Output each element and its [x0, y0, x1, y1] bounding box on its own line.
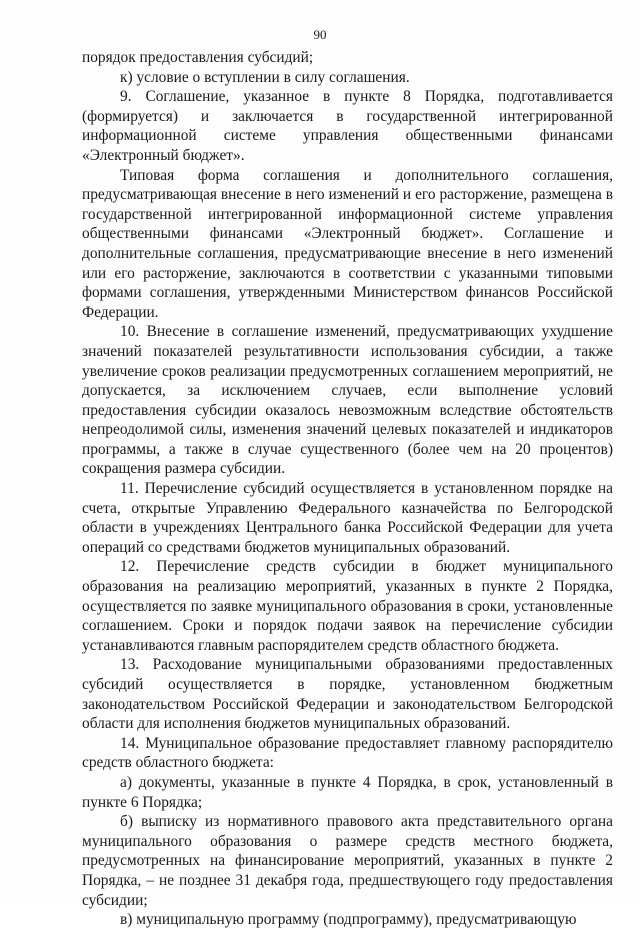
paragraph-14-item-v: в) муниципальную программу (подпрограмму), предусматривающую: [120, 911, 577, 929]
paragraph-9: 9. Соглашение, указанное в пункте 8 Порядка, подготавливается (формируется) и заключается в государственной интегрированной информационной системе управления общественными финансами «Электронный бюджет».: [82, 88, 613, 164]
paragraph-typical-form: Типовая форма соглашения и дополнительного соглашения, предусматривающая внесение в него изменений и его расторжение, размещена в государственной интегрированной информационной системе управления общественными финансами «Электронный бюджет». Соглашение и дополнительные соглашения, предусматривающие внесение в него изменений или его расторжение, заключаются в соответствии с указанными типовыми формами соглашения, утвержденными Министерством финансов Российской Федерации.: [82, 166, 613, 321]
paragraph-11: 11. Перечисление субсидий осуществляется в установленном порядке на счета, открытые Управлению Федерального казначейства по Белгородской области в учреждениях Центрального банка Российской Федерации для учета операций со средствами бюджетов муниципальных образований.: [82, 480, 613, 556]
paragraph-12: 12. Перечисление средств субсидии в бюджет муниципального образования на реализацию мероприятий, указанных в пункте 2 Порядка, осуществляется по заявке муниципального образования в сроки, установленные соглашением. Сроки и порядок подачи заявок на перечисление субсидии устанавливаются главным распорядителем средств областного бюджета.: [82, 558, 613, 654]
page-number: 90: [313, 27, 327, 42]
paragraph-13: 13. Расходование муниципальными образованиями предоставленных субсидий осуществляется в порядке, установленном бюджетным законодательством Российской Федерации и законодательством Белгородской области для исполнения бюджетов муниципальных образований.: [82, 656, 613, 733]
paragraph-continuation: порядок предоставления субсидий;: [82, 49, 314, 66]
paragraph-item-k: к) условие о вступлении в силу соглашения.: [120, 68, 410, 86]
paragraph-14-item-b: б) выписку из нормативного правового акта представительного органа муниципального образования о размере средств местного бюджета, предусмотренных на финансирование мероприятий, указанных в пункте 2 Порядка, – не позднее 31 декабря года, предшествующего году предоставления субсидии;: [82, 813, 613, 909]
document-body: [82, 48, 613, 930]
paragraph-14: 14. Муниципальное образование предоставляет главному распорядителю средств областного бюджета:: [82, 734, 613, 772]
paragraph-10: 10. Внесение в соглашение изменений, предусматривающих ухудшение значений показателей результативности использования субсидии, а также увеличение сроков реализации предусмотренных соглашением мероприятий, не допускается, за исключением случаев, если выполнение условий предоставления субсидии оказалось невозможным вследствие обстоятельств непреодолимой силы, изменения значений целевых показателей и индикаторов программы, а также в случае существенного (более чем на 20 процентов) сокращения размера субсидии.: [82, 323, 613, 478]
paragraph-14-item-a: а) документы, указанные в пункте 4 Порядка, в срок, установленный в пункте 6 Порядка;: [82, 773, 613, 811]
